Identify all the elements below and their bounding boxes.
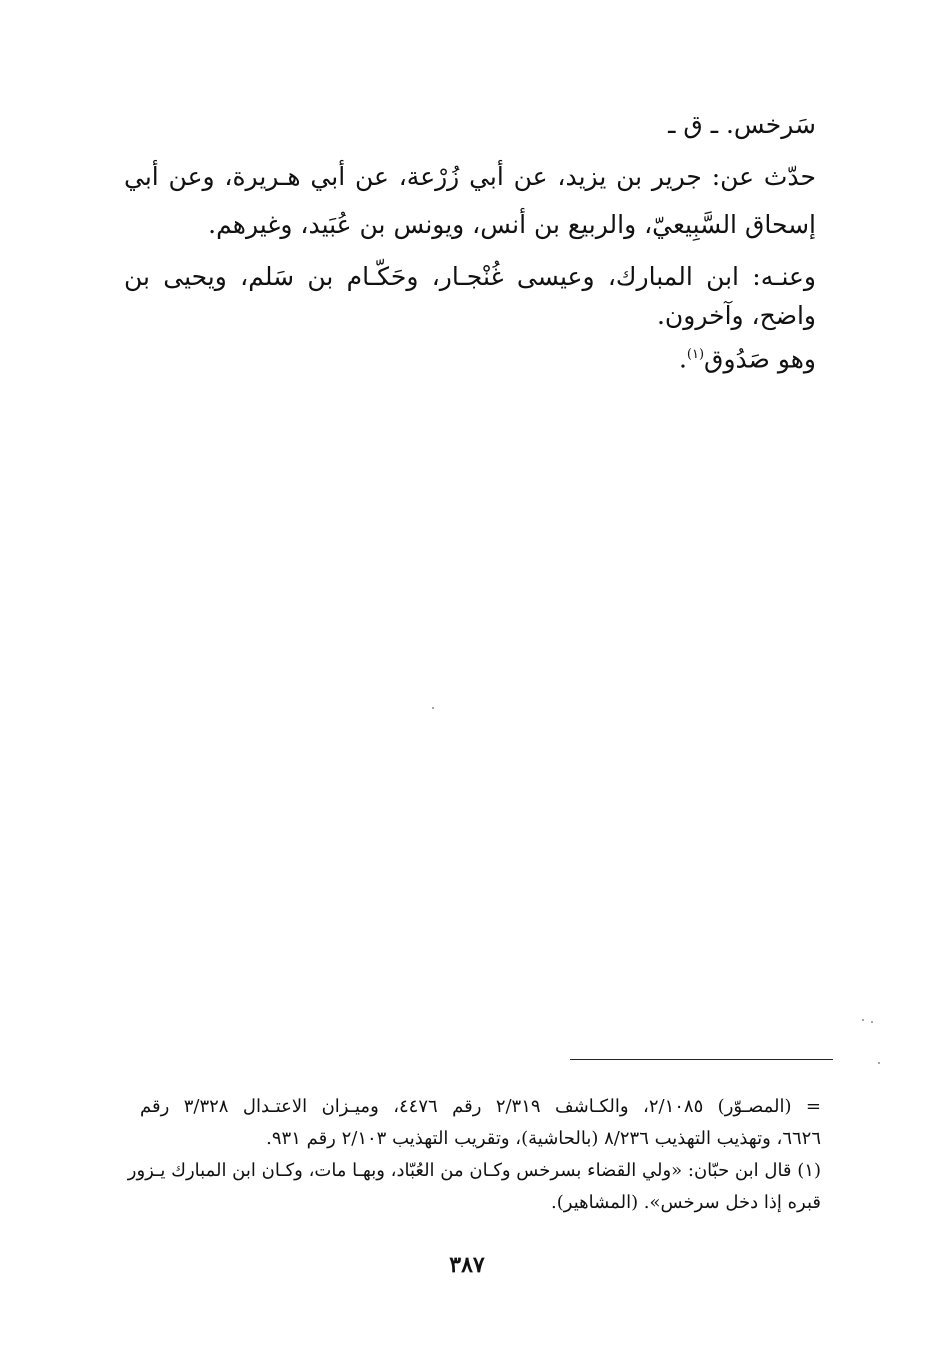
body-line-5-text: وهو صَدُوق [704, 344, 816, 374]
body-line-3: وعنـه: ابن المبارك، وعيسى غُنْجـار، وحَكّـام بن سَلم، ويحيى بن [124, 262, 816, 291]
body-line-5 [679, 338, 816, 376]
scan-speck [432, 707, 434, 709]
footnote-line-2: ٦٦٢٦، وتهذيب التهذيب ٨/٢٣٦ (بالحاشية)، وتقريب التهذيب ٢/١٠٣ رقم ٩٣١. [266, 1128, 821, 1149]
body-line-1: حدّث عن: جرير بن يزيد، عن أبي زُرْعة، عن أبي هـريرة، وعن أبي [124, 162, 816, 191]
footnote-line-4: قبره إذا دخل سرخس». (المشاهير). [551, 1192, 821, 1213]
scan-speck [871, 1021, 873, 1023]
body-line-5-period: . [678, 344, 687, 374]
footnote-line-1: = (المصـوّر) ٢/١٠٨٥، والكـاشف ٢/٣١٩ رقم ٤٤٧٦، وميـزان الاعتـدال ٣/٣٢٨ رقم [140, 1096, 822, 1117]
body-line-2: إسحاق السَّبِيعيّ، والربيع بن أنس، ويونس بن عُبَيد، وغيرهم. [208, 210, 816, 239]
scan-speck [862, 1019, 864, 1021]
body-line-4: واضح، وآخرون. [656, 301, 816, 330]
entry-heading-line: سَرخس. ـ ق ـ [668, 110, 816, 139]
footnote-reference: (١) [686, 347, 705, 362]
footnote-line-3: (١) قال ابن حبّان: «ولي القضاء بسرخس وكـان من العُبّاد، وبهـا مات، وكـان ابن المبارك يـزور [127, 1160, 821, 1181]
page-number: ٣٨٧ [449, 1252, 485, 1278]
scan-speck [878, 1062, 880, 1064]
footnote-divider [570, 1059, 833, 1060]
